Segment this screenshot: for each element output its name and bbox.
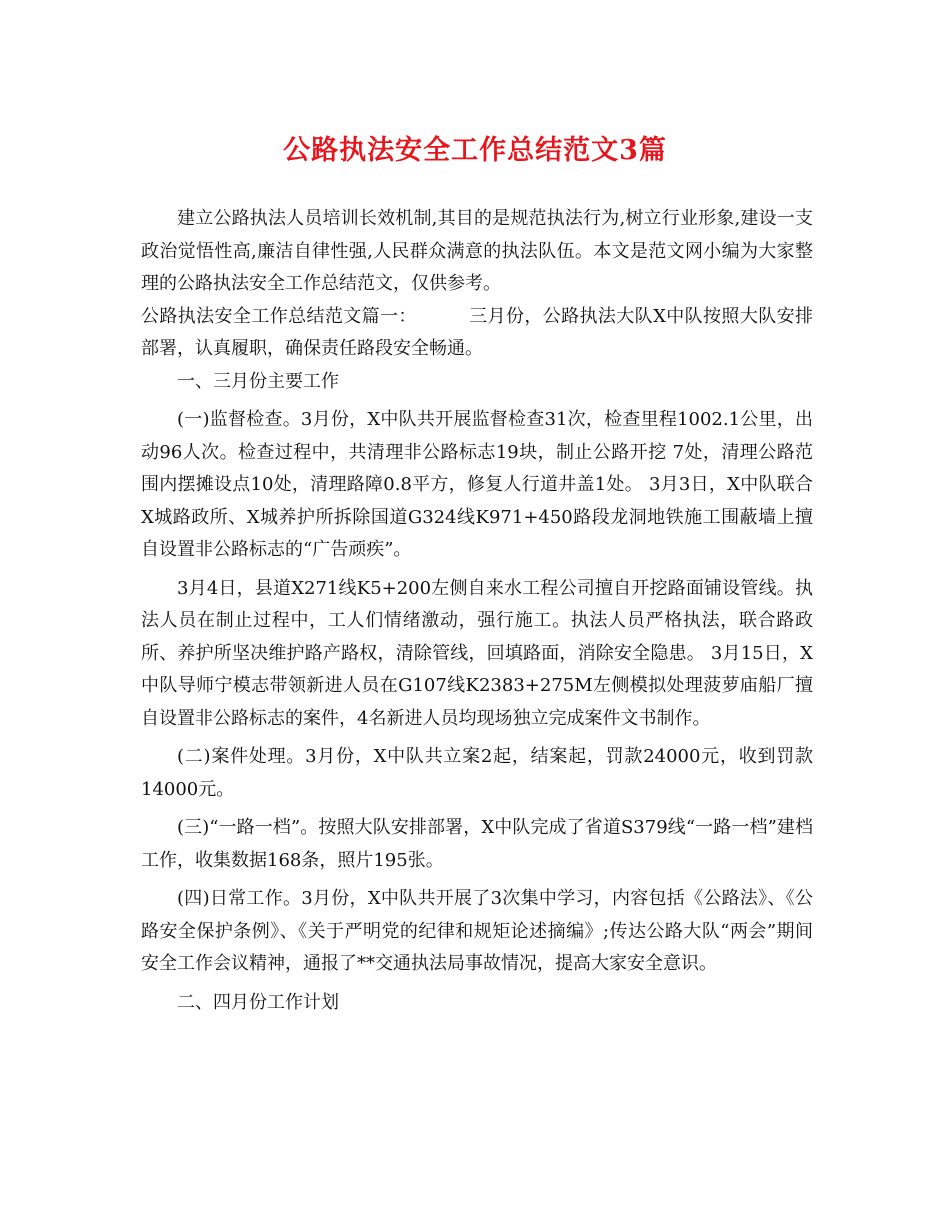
document-body <box>141 203 813 1025</box>
enforcement-paragraph: 3月4日，县道X271线K5+200左侧自来水工程公司擅自开挖路面铺设管线。执法人员在制止过程中，工人们情绪激动，强行施工。执法人员严格执法，联合路政所、养护所坚决维护路产路权，清除管线，回填路面，消除安全隐患。 3月15日，X中队导师宁模志带领新进人员在G107线K2383+275M左侧模拟处理菠萝庙船厂擅自设置非公路标志的案件，4名新进人员均现场独立完成案件文书制作。 <box>141 577 813 729</box>
section-one-heading: 公路执法安全工作总结范文篇一： <box>141 305 417 327</box>
part-two-heading: 二、四月份工作计划 <box>177 991 339 1013</box>
road-archive-paragraph: (三)“一路一档”。按照大队安排部署，X中队完成了省道S379线“一路一档”建档工作，收集数据168条，照片195张。 <box>141 817 813 871</box>
document-title: 公路执法安全工作总结范文3篇 <box>283 135 667 166</box>
section-one-paragraph <box>141 301 813 366</box>
section-one-lead: 三月份，公路执法大队X中队按照大队安排部署，认真履职，确保责任路段安全畅通。 <box>141 305 813 359</box>
supervision-paragraph: (一)监督检查。3月份，X中队共开展监督检查31次，检查里程1002.1公里，出动96人次。检查过程中，共清理非公路标志19块，制止公路开挖 7处，清理公路范围内摆摊设点10处，清理路障0.8平方，修复人行道井盖1处。 3月3日，X中队联合X城路政所、X城养护所拆除国道G324线K971+450路段龙洞地铁施工围蔽墙上擅自设置非公路标志的“广告顽疾”。 <box>141 409 813 560</box>
intro-paragraph: 建立公路执法人员培训长效机制,其目的是规范执法行为,树立行业形象,建设一支政治觉悟性高,廉洁自律性强,人民群众满意的执法队伍。本文是范文网小编为大家整理的公路执法安全工作总结范文，仅供参考。 <box>141 208 813 294</box>
daily-work-paragraph: (四)日常工作。3月份，X中队共开展了3次集中学习，内容包括《公路法》、《公路安全保护条例》、《关于严明党的纪律和规矩论述摘编》;传达公路大队“两会”期间安全工作会议精神，通报了**交通执法局事故情况，提高大家安全意识。 <box>141 888 813 974</box>
part-one-heading: 一、三月份主要工作 <box>177 370 339 392</box>
case-handling-paragraph: (二)案件处理。3月份，X中队共立案2起，结案起，罚款24000元，收到罚款14000元。 <box>141 746 813 800</box>
